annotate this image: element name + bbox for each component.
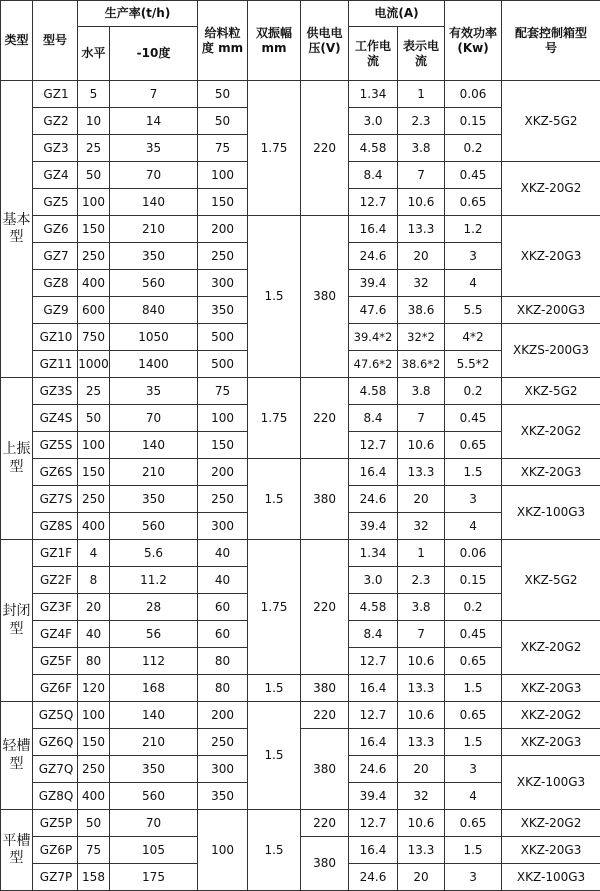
cell-feed: 50	[198, 108, 248, 135]
cell-amplitude: 1.5	[248, 675, 301, 702]
cell-model: GZ8S	[33, 513, 78, 540]
header-amplitude	[248, 1, 301, 81]
cell-work-current: 16.4	[349, 216, 398, 243]
table-row	[1, 702, 600, 729]
cell-power: 0.65	[445, 702, 502, 729]
header-display-current	[398, 27, 445, 81]
cell-amplitude: 1.5	[248, 459, 301, 540]
cell-display-current: 1	[398, 540, 445, 567]
cell-work-current: 3.0	[349, 567, 398, 594]
cell-model: GZ7	[33, 243, 78, 270]
cell-voltage: 220	[301, 810, 349, 837]
cell-work-current: 47.6	[349, 297, 398, 324]
cell-minus10: 168	[110, 675, 198, 702]
header-type: 类型	[1, 1, 33, 81]
cell-work-current: 3.0	[349, 108, 398, 135]
cell-model: GZ6S	[33, 459, 78, 486]
cell-display-current: 13.3	[398, 729, 445, 756]
cell-minus10: 350	[110, 486, 198, 513]
header-work-current	[349, 27, 398, 81]
cell-display-current: 20	[398, 486, 445, 513]
cell-display-current: 10.6	[398, 810, 445, 837]
cell-feed: 250	[198, 729, 248, 756]
cell-power: 0.65	[445, 189, 502, 216]
cell-model: GZ4	[33, 162, 78, 189]
header-amp-line2: mm	[261, 40, 287, 55]
cell-voltage: 380	[301, 729, 349, 810]
cell-feed: 300	[198, 756, 248, 783]
cell-level: 150	[78, 729, 110, 756]
cell-feed: 350	[198, 297, 248, 324]
cell-amplitude: 1.75	[248, 81, 301, 216]
cell-model: GZ7P	[33, 864, 78, 891]
header-power-line2: (Kw)	[457, 40, 489, 55]
cell-level: 150	[78, 459, 110, 486]
cell-level: 100	[78, 189, 110, 216]
cell-feed: 350	[198, 783, 248, 810]
cell-feed: 60	[198, 621, 248, 648]
cell-level: 25	[78, 378, 110, 405]
cell-feed: 50	[198, 81, 248, 108]
type-closed: 封闭型	[1, 540, 33, 702]
cell-display-current: 7	[398, 621, 445, 648]
cell-minus10: 70	[110, 810, 198, 837]
cell-control: XKZ-20G3	[502, 675, 600, 702]
cell-minus10: 1050	[110, 324, 198, 351]
cell-amplitude: 1.5	[248, 216, 301, 378]
cell-minus10: 105	[110, 837, 198, 864]
cell-display-current: 13.3	[398, 837, 445, 864]
cell-model: GZ5Q	[33, 702, 78, 729]
cell-control: XKZ-20G2	[502, 621, 600, 675]
cell-model: GZ5P	[33, 810, 78, 837]
table-row	[1, 459, 600, 486]
cell-power: 3	[445, 864, 502, 891]
cell-minus10: 840	[110, 297, 198, 324]
cell-minus10: 70	[110, 162, 198, 189]
cell-display-current: 13.3	[398, 216, 445, 243]
cell-minus10: 140	[110, 432, 198, 459]
cell-feed: 200	[198, 459, 248, 486]
cell-feed: 80	[198, 648, 248, 675]
cell-model: GZ4S	[33, 405, 78, 432]
cell-model: GZ1F	[33, 540, 78, 567]
cell-model: GZ10	[33, 324, 78, 351]
cell-control: XKZ-20G3	[502, 459, 600, 486]
cell-model: GZ3	[33, 135, 78, 162]
cell-work-current: 12.7	[349, 648, 398, 675]
cell-minus10: 5.6	[110, 540, 198, 567]
header-volt-line2: 压(V)	[308, 40, 341, 55]
cell-feed: 150	[198, 189, 248, 216]
table-row	[1, 729, 600, 756]
cell-display-current: 38.6*2	[398, 351, 445, 378]
cell-level: 400	[78, 270, 110, 297]
table-row	[1, 810, 600, 837]
cell-model: GZ3F	[33, 594, 78, 621]
cell-model: GZ6Q	[33, 729, 78, 756]
cell-work-current: 16.4	[349, 729, 398, 756]
cell-display-current: 13.3	[398, 675, 445, 702]
cell-display-current: 20	[398, 756, 445, 783]
cell-level: 250	[78, 756, 110, 783]
cell-level: 1000	[78, 351, 110, 378]
cell-work-current: 4.58	[349, 378, 398, 405]
cell-feed: 200	[198, 702, 248, 729]
table-row	[1, 81, 600, 108]
cell-control: XKZ-20G2	[502, 405, 600, 459]
cell-work-current: 24.6	[349, 243, 398, 270]
cell-level: 80	[78, 648, 110, 675]
cell-work-current: 4.58	[349, 594, 398, 621]
cell-feed: 60	[198, 594, 248, 621]
cell-feed: 300	[198, 270, 248, 297]
cell-level: 8	[78, 567, 110, 594]
cell-control: XKZ-20G3	[502, 729, 600, 756]
header-work-line1: 工作电	[355, 38, 392, 53]
cell-model: GZ5F	[33, 648, 78, 675]
cell-work-current: 1.34	[349, 540, 398, 567]
cell-minus10: 56	[110, 621, 198, 648]
cell-work-current: 8.4	[349, 621, 398, 648]
cell-power: 0.45	[445, 405, 502, 432]
cell-work-current: 1.34	[349, 81, 398, 108]
cell-voltage: 380	[301, 837, 349, 891]
cell-level: 75	[78, 837, 110, 864]
cell-level: 120	[78, 675, 110, 702]
type-upper: 上振型	[1, 378, 33, 540]
cell-voltage: 220	[301, 702, 349, 729]
header-work-line2: 流	[367, 53, 380, 68]
header-disp-line1: 表示电	[403, 38, 440, 53]
cell-amplitude: 1.75	[248, 540, 301, 675]
header-cap-minus10: -10度	[110, 27, 198, 81]
cell-power: 5.5	[445, 297, 502, 324]
header-feed-size	[198, 1, 248, 81]
cell-level: 25	[78, 135, 110, 162]
cell-minus10: 7	[110, 81, 198, 108]
table-row	[1, 216, 600, 243]
cell-work-current: 8.4	[349, 162, 398, 189]
header-disp-line2: 流	[415, 53, 428, 68]
header-voltage	[301, 1, 349, 81]
cell-feed: 250	[198, 243, 248, 270]
cell-display-current: 7	[398, 405, 445, 432]
cell-display-current: 20	[398, 243, 445, 270]
header-control-box	[502, 1, 600, 81]
cell-power: 0.2	[445, 594, 502, 621]
cell-power: 3	[445, 756, 502, 783]
cell-minus10: 560	[110, 513, 198, 540]
cell-control: XKZ-200G3	[502, 297, 600, 324]
cell-power: 4	[445, 513, 502, 540]
cell-minus10: 210	[110, 459, 198, 486]
cell-level: 250	[78, 243, 110, 270]
cell-feed: 40	[198, 567, 248, 594]
cell-model: GZ5S	[33, 432, 78, 459]
cell-work-current: 39.4	[349, 783, 398, 810]
cell-power: 0.65	[445, 432, 502, 459]
cell-work-current: 12.7	[349, 702, 398, 729]
cell-model: GZ6	[33, 216, 78, 243]
cell-model: GZ2F	[33, 567, 78, 594]
cell-voltage: 220	[301, 378, 349, 459]
cell-power: 1.2	[445, 216, 502, 243]
cell-feed: 200	[198, 216, 248, 243]
cell-model: GZ2	[33, 108, 78, 135]
cell-feed: 40	[198, 540, 248, 567]
cell-power: 3	[445, 486, 502, 513]
header-power-line1: 有效功率	[449, 25, 498, 40]
cell-voltage: 220	[301, 81, 349, 216]
cell-display-current: 32	[398, 513, 445, 540]
cell-work-current: 24.6	[349, 486, 398, 513]
table-row	[1, 675, 600, 702]
cell-work-current: 16.4	[349, 459, 398, 486]
cell-voltage: 380	[301, 675, 349, 702]
cell-level: 40	[78, 621, 110, 648]
cell-minus10: 210	[110, 729, 198, 756]
cell-model: GZ9	[33, 297, 78, 324]
cell-power: 0.15	[445, 567, 502, 594]
cell-voltage: 380	[301, 459, 349, 540]
cell-power: 0.45	[445, 162, 502, 189]
cell-model: GZ6F	[33, 675, 78, 702]
cell-level: 50	[78, 162, 110, 189]
header-feed-line2: 度 mm	[201, 40, 244, 55]
cell-power: 4	[445, 783, 502, 810]
cell-model: GZ8	[33, 270, 78, 297]
cell-minus10: 35	[110, 378, 198, 405]
cell-work-current: 4.58	[349, 135, 398, 162]
cell-model: GZ4F	[33, 621, 78, 648]
header-feed-line1: 给料粒	[204, 25, 241, 40]
cell-level: 600	[78, 297, 110, 324]
cell-model: GZ6P	[33, 837, 78, 864]
cell-display-current: 32	[398, 783, 445, 810]
cell-control: XKZ-100G3	[502, 486, 600, 540]
cell-work-current: 12.7	[349, 432, 398, 459]
cell-power: 0.2	[445, 135, 502, 162]
cell-display-current: 20	[398, 864, 445, 891]
cell-display-current: 3.8	[398, 378, 445, 405]
table-row	[1, 378, 600, 405]
cell-model: GZ1	[33, 81, 78, 108]
cell-display-current: 3.8	[398, 135, 445, 162]
header-ctrl-line1: 配套控制箱型	[515, 25, 588, 40]
cell-model: GZ7S	[33, 486, 78, 513]
cell-display-current: 32	[398, 270, 445, 297]
cell-minus10: 11.2	[110, 567, 198, 594]
header-power	[445, 1, 502, 81]
cell-minus10: 28	[110, 594, 198, 621]
table-row	[1, 837, 600, 864]
cell-power: 4	[445, 270, 502, 297]
cell-display-current: 10.6	[398, 648, 445, 675]
cell-work-current: 8.4	[349, 405, 398, 432]
cell-level: 100	[78, 432, 110, 459]
cell-voltage: 220	[301, 540, 349, 675]
cell-model: GZ8Q	[33, 783, 78, 810]
header-ctrl-line2: 号	[545, 40, 558, 55]
cell-feed: 75	[198, 135, 248, 162]
cell-work-current: 39.4*2	[349, 324, 398, 351]
cell-level: 400	[78, 783, 110, 810]
cell-level: 400	[78, 513, 110, 540]
cell-voltage: 380	[301, 216, 349, 378]
cell-model: GZ11	[33, 351, 78, 378]
cell-display-current: 32*2	[398, 324, 445, 351]
cell-power: 1.5	[445, 459, 502, 486]
cell-control: XKZ-5G2	[502, 81, 600, 162]
cell-control: XKZ-20G2	[502, 810, 600, 837]
cell-power: 1.5	[445, 729, 502, 756]
cell-power: 0.45	[445, 621, 502, 648]
cell-power: 3	[445, 243, 502, 270]
cell-minus10: 14	[110, 108, 198, 135]
cell-amplitude: 1.5	[248, 810, 301, 891]
cell-level: 5	[78, 81, 110, 108]
cell-feed: 100	[198, 162, 248, 189]
cell-control: XKZS-200G3	[502, 324, 600, 378]
cell-minus10: 560	[110, 270, 198, 297]
header-volt-line1: 供电电	[306, 25, 343, 40]
cell-minus10: 35	[110, 135, 198, 162]
cell-display-current: 1	[398, 81, 445, 108]
cell-minus10: 350	[110, 243, 198, 270]
cell-level: 250	[78, 486, 110, 513]
header-amp-line1: 双振幅	[256, 25, 293, 40]
cell-display-current: 2.3	[398, 567, 445, 594]
cell-minus10: 112	[110, 648, 198, 675]
cell-feed: 250	[198, 486, 248, 513]
cell-minus10: 175	[110, 864, 198, 891]
cell-level: 50	[78, 405, 110, 432]
cell-feed: 100	[198, 405, 248, 432]
cell-display-current: 10.6	[398, 432, 445, 459]
cell-feed: 500	[198, 324, 248, 351]
header-capacity: 生产率(t/h)	[78, 1, 198, 27]
cell-control: XKZ-5G2	[502, 378, 600, 405]
cell-display-current: 7	[398, 162, 445, 189]
cell-minus10: 1400	[110, 351, 198, 378]
header-model: 型号	[33, 1, 78, 81]
cell-control: XKZ-20G2	[502, 702, 600, 729]
cell-power: 0.65	[445, 810, 502, 837]
cell-amplitude: 1.75	[248, 378, 301, 459]
cell-power: 0.06	[445, 540, 502, 567]
cell-power: 0.06	[445, 81, 502, 108]
cell-work-current: 39.4	[349, 270, 398, 297]
cell-feed: 100	[198, 810, 248, 891]
cell-minus10: 140	[110, 702, 198, 729]
cell-minus10: 560	[110, 783, 198, 810]
type-flat: 平槽型	[1, 810, 33, 891]
cell-power: 4*2	[445, 324, 502, 351]
cell-work-current: 16.4	[349, 837, 398, 864]
cell-display-current: 13.3	[398, 459, 445, 486]
cell-display-current: 2.3	[398, 108, 445, 135]
cell-level: 150	[78, 216, 110, 243]
cell-control: XKZ-20G2	[502, 162, 600, 216]
cell-level: 20	[78, 594, 110, 621]
cell-display-current: 3.8	[398, 594, 445, 621]
cell-model: GZ3S	[33, 378, 78, 405]
cell-power: 5.5*2	[445, 351, 502, 378]
cell-work-current: 16.4	[349, 675, 398, 702]
cell-level: 4	[78, 540, 110, 567]
cell-level: 100	[78, 702, 110, 729]
type-basic: 基本型	[1, 81, 33, 378]
cell-minus10: 350	[110, 756, 198, 783]
cell-work-current: 24.6	[349, 864, 398, 891]
cell-display-current: 10.6	[398, 189, 445, 216]
cell-power: 0.65	[445, 648, 502, 675]
cell-control: XKZ-100G3	[502, 756, 600, 810]
cell-power: 0.2	[445, 378, 502, 405]
header-cap-level: 水平	[78, 27, 110, 81]
cell-level: 158	[78, 864, 110, 891]
cell-power: 1.5	[445, 837, 502, 864]
cell-work-current: 12.7	[349, 189, 398, 216]
cell-level: 50	[78, 810, 110, 837]
cell-amplitude: 1.5	[248, 702, 301, 810]
cell-work-current: 12.7	[349, 810, 398, 837]
cell-level: 750	[78, 324, 110, 351]
cell-work-current: 24.6	[349, 756, 398, 783]
cell-control: XKZ-5G2	[502, 540, 600, 621]
cell-control: XKZ-20G3	[502, 837, 600, 864]
cell-power: 1.5	[445, 675, 502, 702]
cell-level: 10	[78, 108, 110, 135]
cell-minus10: 70	[110, 405, 198, 432]
cell-minus10: 210	[110, 216, 198, 243]
cell-feed: 75	[198, 378, 248, 405]
table-row	[1, 540, 600, 567]
cell-feed: 300	[198, 513, 248, 540]
cell-display-current: 10.6	[398, 702, 445, 729]
cell-feed: 500	[198, 351, 248, 378]
cell-model: GZ5	[33, 189, 78, 216]
cell-control: XKZ-100G3	[502, 864, 600, 891]
cell-display-current: 38.6	[398, 297, 445, 324]
cell-model: GZ7Q	[33, 756, 78, 783]
header-current: 电流(A)	[349, 1, 445, 27]
cell-feed: 150	[198, 432, 248, 459]
cell-work-current: 47.6*2	[349, 351, 398, 378]
cell-minus10: 140	[110, 189, 198, 216]
cell-feed: 80	[198, 675, 248, 702]
type-light: 轻槽型	[1, 702, 33, 810]
cell-control: XKZ-20G3	[502, 216, 600, 297]
cell-work-current: 39.4	[349, 513, 398, 540]
cell-power: 0.15	[445, 108, 502, 135]
